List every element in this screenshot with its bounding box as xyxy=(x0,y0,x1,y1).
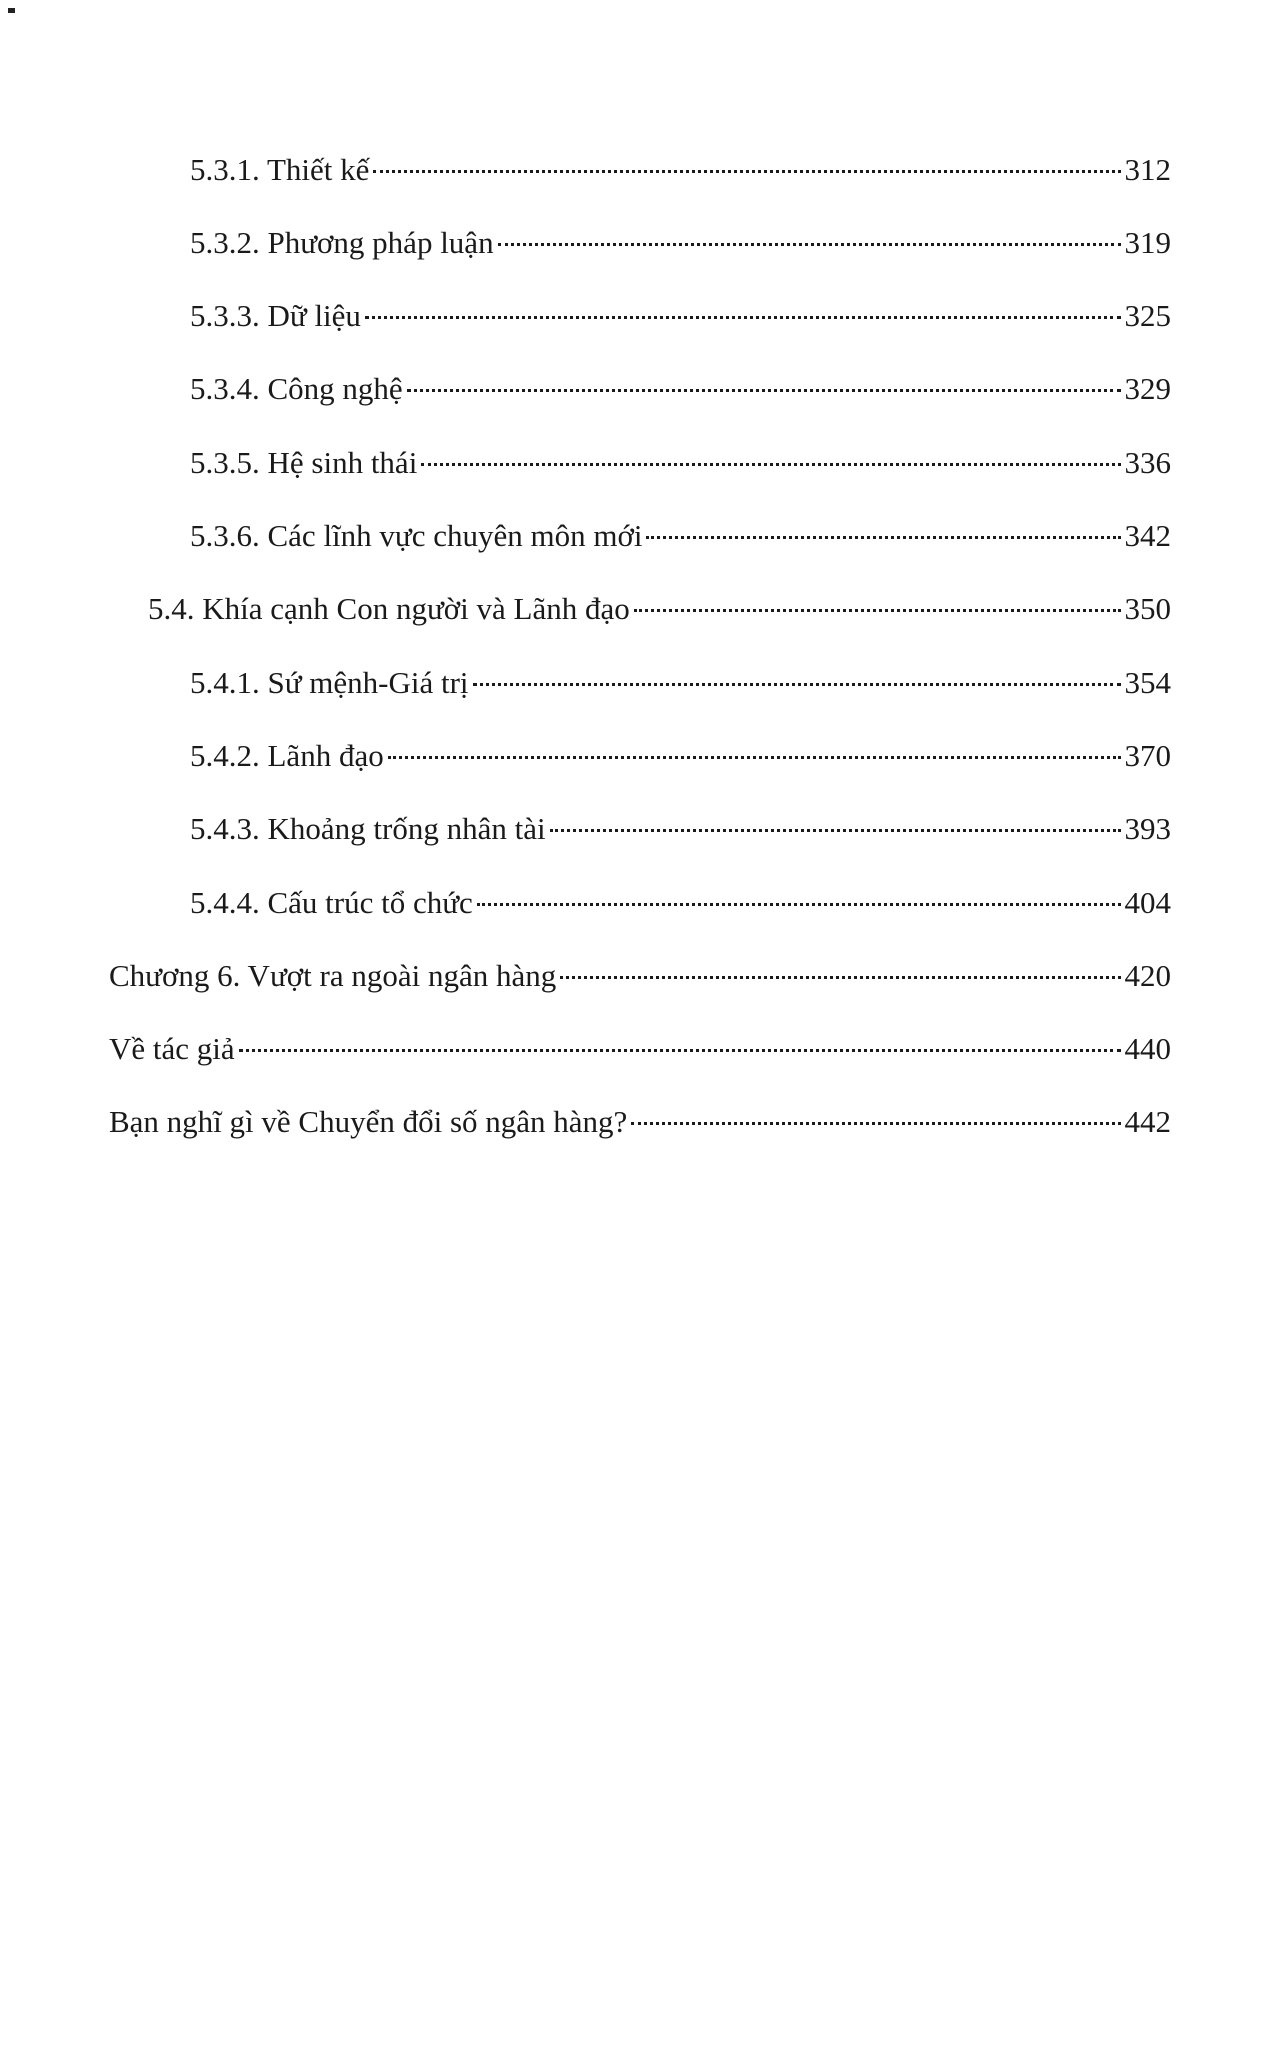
toc-entry-title: 5.4. Khía cạnh Con người và Lãnh đạo xyxy=(148,591,630,626)
toc-page-number: 440 xyxy=(1124,1031,1171,1066)
toc-dot-leader xyxy=(477,903,1121,906)
toc-dot-leader xyxy=(239,1049,1121,1052)
toc-entry-5-3-3[interactable] xyxy=(190,296,1171,336)
toc-page-number: 370 xyxy=(1124,738,1171,773)
toc-entry-5-3-6[interactable] xyxy=(190,516,1171,556)
toc-page-number: 342 xyxy=(1124,518,1171,553)
toc-page-number: 420 xyxy=(1124,958,1171,993)
toc-dot-leader xyxy=(550,829,1121,832)
toc-entry-title: 5.4.2. Lãnh đạo xyxy=(190,738,384,773)
toc-dot-leader xyxy=(407,389,1121,392)
toc-entry-ve-tac-gia[interactable] xyxy=(109,1029,1171,1069)
toc-dot-leader xyxy=(388,756,1121,759)
toc-entry-5-4[interactable] xyxy=(148,589,1171,629)
toc-entry-5-3-5[interactable] xyxy=(190,443,1171,483)
toc-entry-5-4-2[interactable] xyxy=(190,736,1171,776)
toc-entry-title: Về tác giả xyxy=(109,1031,235,1066)
toc-dot-leader xyxy=(365,316,1121,319)
toc-page-number: 393 xyxy=(1124,811,1171,846)
toc-entry-title: 5.4.4. Cấu trúc tổ chức xyxy=(190,885,473,920)
toc-entry-title: 5.4.3. Khoảng trống nhân tài xyxy=(190,811,546,846)
toc-entry-5-4-3[interactable] xyxy=(190,809,1171,849)
toc-entry-5-3-4[interactable] xyxy=(190,369,1171,409)
toc-entry-title: 5.4.1. Sứ mệnh-Giá trị xyxy=(190,665,469,700)
toc-entry-title: Bạn nghĩ gì về Chuyển đổi số ngân hàng? xyxy=(109,1104,628,1139)
toc-dot-leader xyxy=(421,463,1120,466)
toc-entry-title: 5.3.4. Công nghệ xyxy=(190,371,403,406)
toc-dot-leader xyxy=(498,243,1121,246)
toc-dot-leader xyxy=(646,536,1120,539)
toc-page-number: 336 xyxy=(1124,445,1171,480)
toc-page-number: 312 xyxy=(1124,152,1171,187)
toc-entry-5-4-4[interactable] xyxy=(190,883,1171,923)
toc-dot-leader xyxy=(560,976,1120,979)
toc-entry-feedback[interactable] xyxy=(109,1102,1171,1142)
toc-dot-leader xyxy=(473,683,1121,686)
toc-page-number: 442 xyxy=(1124,1104,1171,1139)
toc-entry-title: 5.3.6. Các lĩnh vực chuyên môn mới xyxy=(190,518,643,553)
toc-entry-5-3-1[interactable] xyxy=(190,150,1171,190)
toc-dot-leader xyxy=(373,170,1120,173)
toc-page-number: 350 xyxy=(1124,591,1171,626)
toc-entry-title: Chương 6. Vượt ra ngoài ngân hàng xyxy=(109,958,557,993)
toc-entry-chuong-6[interactable] xyxy=(109,956,1171,996)
toc-entry-title: 5.3.2. Phương pháp luận xyxy=(190,225,494,260)
toc-dot-leader xyxy=(634,609,1121,612)
toc-page-number: 354 xyxy=(1124,665,1171,700)
toc-page-number: 404 xyxy=(1124,885,1171,920)
toc-page-number: 325 xyxy=(1124,298,1171,333)
toc-page-number: 329 xyxy=(1124,371,1171,406)
toc-entry-title: 5.3.3. Dữ liệu xyxy=(190,298,361,333)
toc-entry-5-4-1[interactable] xyxy=(190,663,1171,703)
toc-entry-5-3-2[interactable] xyxy=(190,223,1171,263)
toc-dot-leader xyxy=(631,1122,1120,1125)
toc-entry-title: 5.3.5. Hệ sinh thái xyxy=(190,445,418,480)
toc-page-number: 319 xyxy=(1124,225,1171,260)
toc-entry-title: 5.3.1. Thiết kế xyxy=(190,152,370,187)
